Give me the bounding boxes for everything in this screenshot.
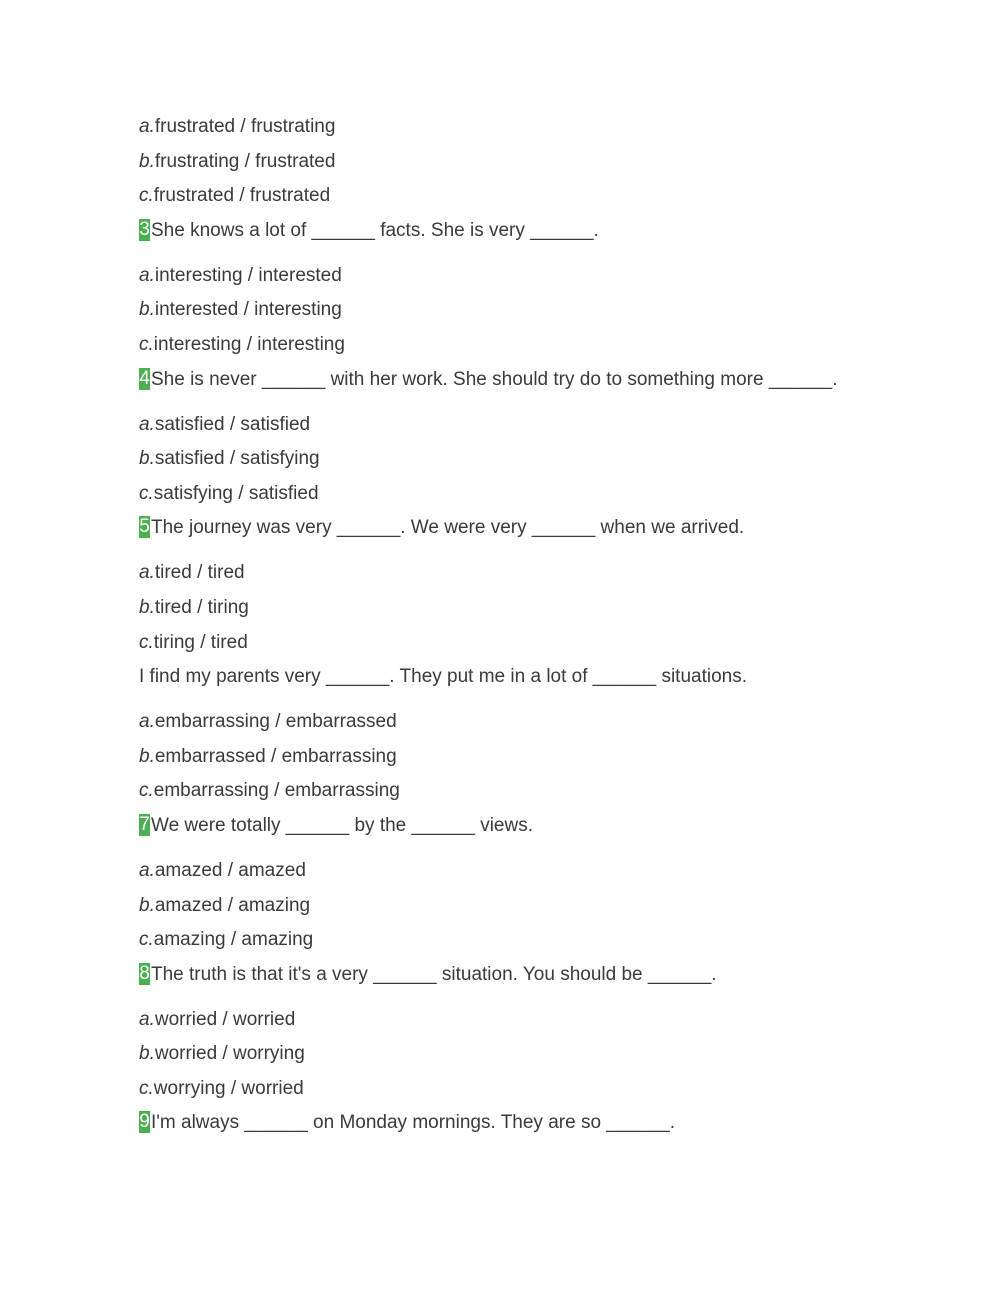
option-letter: b. [139, 596, 155, 618]
option-c[interactable] [139, 777, 969, 812]
option-text: frustrating / frustrated [154, 150, 336, 172]
question-6 [139, 663, 969, 708]
question-5 [139, 514, 969, 559]
option-text: embarrassing / embarrassed [154, 711, 397, 733]
option-letter: c. [139, 929, 154, 951]
option-b[interactable] [139, 1040, 969, 1075]
option-c[interactable] [139, 1075, 969, 1110]
option-text: worried / worried [154, 1008, 296, 1030]
question-8 [139, 961, 969, 1006]
option-text: tired / tiring [154, 596, 249, 618]
option-letter: c. [139, 185, 154, 207]
option-a[interactable] [139, 113, 969, 148]
option-letter: a. [139, 562, 155, 584]
question-number-badge: 7 [139, 813, 150, 835]
option-letter: c. [139, 482, 154, 504]
option-letter: a. [139, 264, 155, 286]
option-c[interactable] [139, 182, 969, 217]
option-b[interactable] [139, 892, 969, 927]
option-b[interactable] [139, 594, 969, 629]
option-text: tired / tired [154, 562, 245, 584]
option-c[interactable] [139, 926, 969, 961]
question-text: She knows a lot of ______ facts. She is very ______. [151, 219, 599, 241]
question-text: I find my parents very ______. They put me in a lot of ______ situations. [139, 666, 748, 688]
option-text: satisfied / satisfying [154, 448, 320, 470]
question-number-badge: 8 [139, 962, 150, 984]
option-text: frustrated / frustrated [153, 185, 331, 207]
option-text: amazed / amazed [154, 859, 306, 881]
question-number-badge: 3 [139, 218, 150, 240]
option-text: interested / interesting [154, 299, 342, 321]
option-letter: c. [139, 1077, 154, 1099]
option-letter: b. [139, 894, 155, 916]
option-letter: b. [139, 150, 155, 172]
question-text: She is never ______ with her work. She should try do to something more ______. [151, 368, 838, 390]
question-text: I'm always ______ on Monday mornings. They are so ______. [151, 1112, 675, 1134]
option-letter: a. [139, 711, 155, 733]
option-a[interactable] [139, 857, 969, 892]
option-text: amazing / amazing [153, 929, 314, 951]
option-text: amazed / amazing [154, 894, 311, 916]
option-text: worried / worrying [154, 1043, 305, 1065]
option-letter: a. [139, 1008, 155, 1030]
question-number-badge: 4 [139, 367, 150, 389]
option-text: satisfied / satisfied [154, 413, 311, 435]
option-text: embarrassed / embarrassing [154, 745, 397, 767]
option-a[interactable] [139, 559, 969, 594]
option-b[interactable] [139, 743, 969, 778]
option-text: tiring / tired [153, 631, 248, 653]
question-9 [139, 1109, 969, 1154]
option-letter: b. [139, 745, 155, 767]
option-b[interactable] [139, 148, 969, 183]
option-text: embarrassing / embarrassing [153, 780, 400, 802]
option-b[interactable] [139, 445, 969, 480]
option-letter: c. [139, 333, 154, 355]
option-text: interesting / interested [154, 264, 342, 286]
option-text: frustrated / frustrating [154, 116, 336, 137]
option-c[interactable] [139, 480, 969, 515]
option-letter: a. [139, 413, 155, 435]
option-c[interactable] [139, 629, 969, 664]
worksheet [139, 113, 969, 1154]
option-c[interactable] [139, 331, 969, 366]
option-letter: a. [139, 859, 155, 881]
option-a[interactable] [139, 262, 969, 297]
option-text: worrying / worried [153, 1077, 304, 1099]
question-7 [139, 812, 969, 857]
option-letter: b. [139, 448, 155, 470]
option-letter: c. [139, 780, 154, 802]
option-text: satisfying / satisfied [153, 482, 319, 504]
option-text: interesting / interesting [153, 333, 345, 355]
question-number-badge: 5 [139, 516, 150, 538]
option-a[interactable] [139, 708, 969, 743]
question-4 [139, 366, 969, 411]
option-letter: b. [139, 299, 155, 321]
question-number-badge: 9 [139, 1111, 150, 1133]
option-letter: b. [139, 1043, 155, 1065]
question-3 [139, 217, 969, 262]
question-text: We were totally ______ by the ______ views. [151, 814, 533, 836]
option-a[interactable] [139, 1006, 969, 1041]
option-a[interactable] [139, 411, 969, 446]
option-letter: a. [139, 116, 155, 137]
option-letter: c. [139, 631, 154, 653]
option-b[interactable] [139, 296, 969, 331]
question-text: The journey was very ______. We were very ______ when we arrived. [151, 517, 745, 539]
question-text: The truth is that it's a very ______ situation. You should be ______. [151, 963, 717, 985]
